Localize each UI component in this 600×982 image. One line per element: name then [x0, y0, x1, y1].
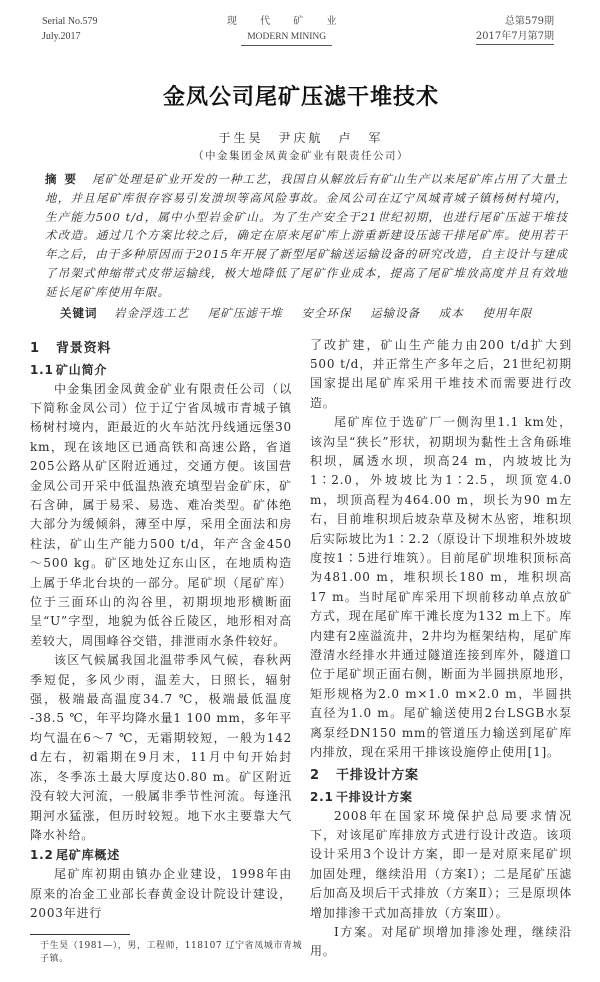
subsection-heading-1-1	[30, 360, 292, 380]
authors: 于生昊 尹庆航 卢 军	[218, 131, 384, 145]
abstract	[45, 170, 568, 302]
abstract-text: 尾矿处理是矿业开发的一种工艺，我国自从解放后有矿山生产以来尾矿库占用了大量土地，并且尾矿库很存容易引发溃坝等高风险事故。金凤公司在辽宁凤城青城子镇杨树村境内，生产能力500 t/d，属中小型岩金矿山。为了生产安全于21世纪初期，也进行尾矿压滤干堆技术改造。通过几个方案比较之后，确定在原来尾矿库上游重新建设压滤干排尾矿库。使用若干年之后，由于多种原因而于2015年开展了新型尾矿输送运输设备的研究改造，自主设计与建成了吊架式伸缩带式皮带运输线，极大地降低了尾矿作业成本，提高了尾矿堆放高度并且有效地延长尾矿库使用年限。	[45, 172, 569, 299]
section-number: 1.2	[30, 848, 54, 863]
keyword: 使用年限	[482, 305, 533, 320]
keyword: 岩金浮选工艺	[114, 305, 190, 320]
section-number: 2.1	[310, 789, 334, 804]
section-number: 1	[30, 340, 40, 356]
subsection-heading-1-2	[30, 845, 292, 865]
paragraph: 2008年在国家环境保护总局要求情况下，对该尾矿库排放方式进行设计改造。该项设计采用3个设计方案，即一是对原来尾矿坝加固处理，继续沿用（方案Ⅰ）；二是尾矿压滤后加高及坝后干式排放（方案Ⅱ）；三是原坝体增加排渗干式加高排放（方案Ⅲ）。	[310, 808, 572, 920]
issue-number: 2017年7月第7期	[476, 29, 554, 45]
paragraph: 尾矿库位于选矿厂一侧沟里1.1 km处，该沟呈“狭长”形状，初期坝为黏性土含角砾堆积坝，属透水坝，坝高24 m，内坡坡比为1∶2.0，外坡坡比为1∶2.5，坝顶宽4.0 m，坝顶高程为464.00 m，坝长为90 m左右，目前堆积坝后坡杂草及树木丛密，堆积坝后实际坡比为1∶2.2（原设计下坝堆积外坡坡度按1∶5进行堆筑）。目前尾矿坝堆积顶标高为481.00 m，堆积坝长180 m，堆积坝高17 m。当时尾矿库采用下坝前移动单点放矿方式，现在尾矿库干滩长度为132 m上下。库内建有2座溢流井，2井均为框架结构，尾矿库澄清水经排水井通过隧道连接到库外，隧道口位于尾矿坝正面右侧，断面为半圆拱原地形，矩形规格为2.0 m×1.0 m×2.0 m，半圆拱直径为1.0 m。尾矿输送使用2台LSGB水泵离泵经DN150 mm的管道压力输送到尾矿库内排放，现在采用干排该设施停止使用[1]。	[310, 415, 572, 760]
subsection-heading-2-1	[310, 787, 572, 807]
left-column	[30, 336, 302, 966]
running-header-left	[42, 14, 98, 44]
section-title: 背景资料	[56, 340, 112, 356]
affiliation: （中金集团金凤黄金矿业有限责任公司）	[193, 150, 409, 162]
running-header-center	[227, 14, 347, 46]
right-column	[310, 336, 572, 966]
keywords-label: 关键词	[60, 305, 98, 320]
footnote-divider	[30, 934, 130, 935]
running-header	[30, 14, 572, 46]
body-columns	[30, 336, 572, 966]
paragraph: 该区气候属我国北温带季风气候，春秋两季短促，多风少雨，温差大，日照长，辐射强，极端最高温度34.7 ℃，极端最低温度 -38.5 ℃，年平均降水量1 100 mm，多年平均气温在6～7 ℃，无霜期较短，一般为142 d左右，初霜期在9月末，11月中旬开始封冻，冬季冻土最大厚度达0.80 m。矿区附近没有较大河流，一般属非季节性河流。每逢汛期河水猛涨，但历时较短。地下水主要靠大气降水补给。	[30, 653, 292, 842]
section-number: 2	[310, 767, 320, 783]
section-heading-2	[310, 765, 572, 787]
paper-title: 金凤公司尾矿压滤干堆技术	[162, 85, 439, 110]
issue-total: 总第579期	[504, 16, 554, 27]
paragraph: 中金集团金凤黄金矿业有限责任公司（以下简称金凤公司）位于辽宁省凤城市青城子镇杨树村境内，距最近的火车站沈丹线通远堡30 km，现在该地区已通高铁和高速公路，省道205公路从矿区附近通过，交通方便。该国营金凤公司开采中低温热液充填型岩金矿床，矿石含砷，属于易采、易选、难冶类型。矿体绝大部分为缓倾斜，薄至中厚，采用全面法和房柱法，矿山生产能力500 t/d，年产含金450～500 kg。矿区地处辽东山区，在地质构造上属于华北台块的一部分。尾矿坝（尾矿库）位于三面环山的沟谷里，初期坝地形横断面呈“U”字型，地貌为低谷丘陵区，地形相对高差较大，周围峰谷交错，排泄雨水条件较好。	[30, 381, 292, 648]
section-number: 1.1	[30, 362, 54, 377]
keywords	[60, 304, 572, 322]
author-footnote: 于生昊（1981—），男，工程师，118107 辽宁省凤城市青城子镇。	[40, 940, 302, 964]
journal-name-en: MODERN MINING	[241, 30, 332, 46]
section-title: 尾矿库概述	[56, 848, 121, 863]
paragraph-continued: 了改扩建，矿山生产能力由200 t/d扩大到500 t/d，并正常生产多年之后，21世纪初期国家提出尾矿库采用干堆技术而需要进行改造。	[310, 337, 572, 410]
keyword: 尾矿压滤干堆	[207, 305, 283, 320]
serial-number: Serial No.579	[42, 16, 98, 27]
section-heading-1	[30, 338, 292, 360]
issue-date-en: July.2017	[42, 31, 81, 42]
paragraph: 尾矿库初期由镇办企业建设，1998年由原来的冶金工业部长春黄金设计院设计建设，2003年进行	[30, 867, 292, 921]
section-title: 干排设计方案	[336, 789, 413, 804]
paragraph: Ⅰ方案。对尾矿坝增加排渗处理，继续沿用。	[310, 924, 572, 959]
journal-name-cn: 现 代 矿 业	[226, 16, 347, 27]
running-header-right	[476, 14, 554, 45]
keyword: 运输设备	[370, 305, 421, 320]
keyword: 成本	[438, 305, 464, 320]
keyword: 安全环保	[301, 305, 352, 320]
section-title: 干排设计方案	[336, 767, 419, 783]
section-title: 矿山简介	[56, 362, 108, 377]
abstract-label: 摘要	[45, 172, 85, 186]
